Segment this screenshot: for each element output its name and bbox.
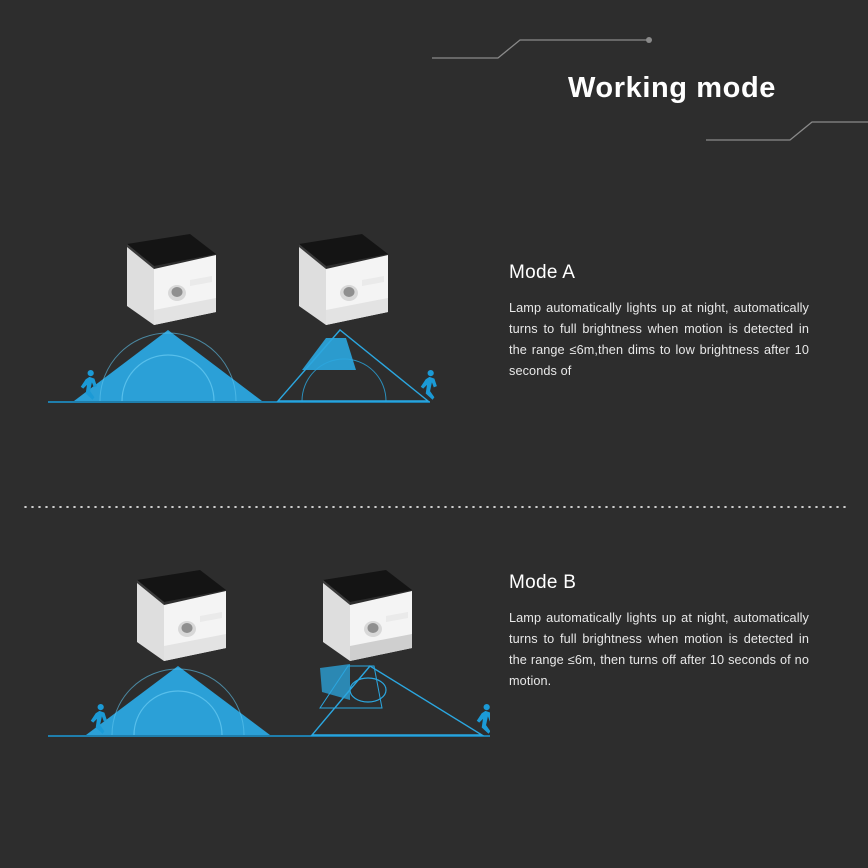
- person-right-b: [477, 704, 490, 734]
- section-divider: [22, 506, 846, 508]
- mode-a-description: Lamp automatically lights up at night, automatically turns to full brightness when motion is detected in the range ≤6m,then dims to low brightness after 10 seconds of: [509, 301, 809, 378]
- mode-b-illustration: [30, 540, 490, 780]
- lamp-right: [299, 234, 388, 325]
- mode-a-text: [509, 262, 809, 382]
- beam-left: [74, 330, 262, 401]
- person-right: [421, 370, 437, 400]
- mode-b-description: Lamp automatically lights up at night, automatically turns to full brightness when motion is detected in the range ≤6m, then turns off after 10 seconds of no motion.: [509, 611, 809, 688]
- mode-b-text: [509, 572, 809, 692]
- mode-a-illustration: [30, 230, 490, 470]
- mode-b-title: Mode B: [509, 572, 577, 593]
- beam-left-b: [86, 666, 270, 735]
- lamp-left: [127, 234, 216, 325]
- page-title: Working mode: [567, 72, 776, 104]
- mode-b-section: [0, 540, 868, 790]
- mode-a-section: [0, 230, 868, 480]
- mode-a-title: Mode A: [509, 262, 576, 283]
- header: [0, 0, 868, 160]
- lamp-right-b: [320, 570, 412, 702]
- lamp-left-b: [137, 570, 226, 661]
